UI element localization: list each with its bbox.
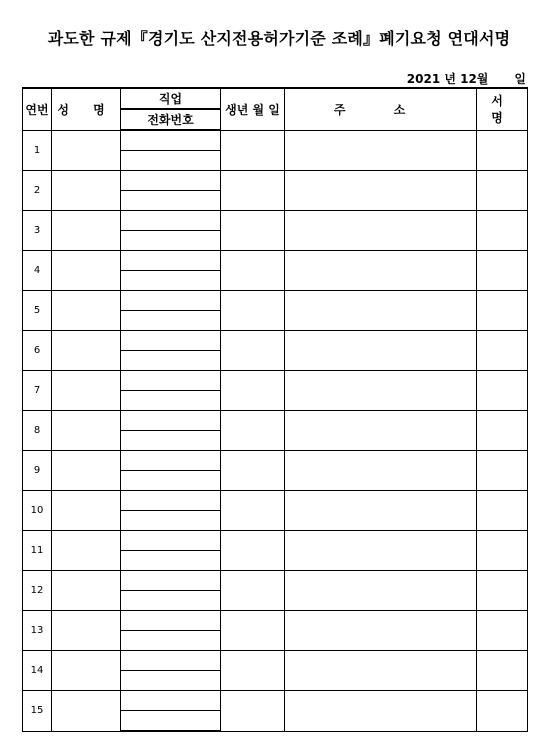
occupation-cell[interactable] — [121, 171, 221, 191]
birth-date-cell[interactable] — [221, 251, 285, 291]
phone-cell[interactable] — [121, 151, 221, 171]
table-row — [23, 251, 528, 271]
phone-cell[interactable] — [121, 711, 221, 732]
row-number: 8 — [23, 411, 52, 451]
row-number: 1 — [23, 130, 52, 171]
name-cell[interactable] — [52, 531, 121, 571]
signature-cell[interactable] — [477, 531, 528, 571]
table-row — [23, 411, 528, 431]
document-title: 과도한 규제『경기도 산지전용허가기준 조례』폐기요청 연대서명 — [47, 29, 511, 48]
occupation-cell[interactable] — [121, 291, 221, 311]
birth-date-cell[interactable] — [221, 171, 285, 211]
occupation-cell[interactable] — [121, 411, 221, 431]
row-number: 2 — [23, 171, 52, 211]
birth-date-cell[interactable] — [221, 611, 285, 651]
birth-date-cell[interactable] — [221, 331, 285, 371]
row-number: 14 — [23, 651, 52, 691]
occupation-cell[interactable] — [121, 571, 221, 591]
table-row — [23, 491, 528, 511]
address-cell[interactable] — [285, 211, 477, 251]
address-cell[interactable] — [285, 451, 477, 491]
name-cell[interactable] — [52, 691, 121, 732]
name-cell[interactable] — [52, 251, 121, 291]
name-cell[interactable] — [52, 171, 121, 211]
signature-cell[interactable] — [477, 211, 528, 251]
occupation-cell[interactable] — [121, 130, 221, 151]
address-cell[interactable] — [285, 331, 477, 371]
header-birth-date: 생년 월 일 — [221, 88, 285, 130]
name-cell[interactable] — [52, 130, 121, 171]
occupation-cell[interactable] — [121, 491, 221, 511]
signature-cell[interactable] — [477, 571, 528, 611]
row-number: 11 — [23, 531, 52, 571]
table-row — [23, 130, 528, 151]
signature-cell[interactable] — [477, 691, 528, 732]
phone-cell[interactable] — [121, 511, 221, 531]
header-name: 성 명 — [52, 88, 121, 130]
signature-cell[interactable] — [477, 491, 528, 531]
phone-cell[interactable] — [121, 231, 221, 251]
table-row — [23, 651, 528, 671]
header-phone: 전화번호 — [121, 109, 221, 130]
address-cell[interactable] — [285, 291, 477, 331]
birth-date-cell[interactable] — [221, 211, 285, 251]
header-signature: 서 명 — [477, 88, 528, 130]
name-cell[interactable] — [52, 211, 121, 251]
row-number: 15 — [23, 691, 52, 732]
row-number: 10 — [23, 491, 52, 531]
row-number: 5 — [23, 291, 52, 331]
signature-cell[interactable] — [477, 291, 528, 331]
address-cell[interactable] — [285, 411, 477, 451]
address-cell[interactable] — [285, 531, 477, 571]
table-row — [23, 451, 528, 471]
occupation-cell[interactable] — [121, 531, 221, 551]
birth-date-cell[interactable] — [221, 371, 285, 411]
birth-date-cell[interactable] — [221, 491, 285, 531]
header-address: 주 소 — [285, 88, 477, 130]
occupation-cell[interactable] — [121, 451, 221, 471]
table-row — [23, 171, 528, 191]
date-year-month: 2021 년 12월 — [406, 72, 489, 86]
phone-cell[interactable] — [121, 271, 221, 291]
birth-date-cell[interactable] — [221, 531, 285, 571]
address-cell[interactable] — [285, 491, 477, 531]
occupation-cell[interactable] — [121, 691, 221, 711]
table-row — [23, 371, 528, 391]
table-row — [23, 691, 528, 711]
signature-cell[interactable] — [477, 130, 528, 171]
phone-cell[interactable] — [121, 391, 221, 411]
signature-cell[interactable] — [477, 451, 528, 491]
birth-date-cell[interactable] — [221, 130, 285, 171]
signature-cell[interactable] — [477, 651, 528, 691]
table-row — [23, 211, 528, 231]
birth-date-cell[interactable] — [221, 651, 285, 691]
phone-cell[interactable] — [121, 471, 221, 491]
occupation-cell[interactable] — [121, 251, 221, 271]
address-cell[interactable] — [285, 571, 477, 611]
address-cell[interactable] — [285, 651, 477, 691]
phone-cell[interactable] — [121, 591, 221, 611]
row-number: 9 — [23, 451, 52, 491]
row-number: 13 — [23, 611, 52, 651]
occupation-cell[interactable] — [121, 611, 221, 631]
phone-cell[interactable] — [121, 671, 221, 691]
signature-cell[interactable] — [477, 371, 528, 411]
row-number: 6 — [23, 331, 52, 371]
name-cell[interactable] — [52, 291, 121, 331]
signature-cell[interactable] — [477, 171, 528, 211]
table-row — [23, 571, 528, 591]
name-cell[interactable] — [52, 611, 121, 651]
address-cell[interactable] — [285, 371, 477, 411]
name-cell[interactable] — [52, 411, 121, 451]
header-number: 연번 — [23, 88, 52, 130]
signature-cell[interactable] — [477, 611, 528, 651]
birth-date-cell[interactable] — [221, 291, 285, 331]
occupation-cell[interactable] — [121, 211, 221, 231]
birth-date-cell[interactable] — [221, 571, 285, 611]
table-row — [23, 611, 528, 631]
phone-cell[interactable] — [121, 551, 221, 571]
signature-cell[interactable] — [477, 411, 528, 451]
table-row — [23, 291, 528, 311]
date-day-unit: 일 — [514, 72, 526, 86]
birth-date-cell[interactable] — [221, 451, 285, 491]
table-row — [23, 531, 528, 551]
row-number: 7 — [23, 371, 52, 411]
address-cell[interactable] — [285, 691, 477, 732]
signature-cell[interactable] — [477, 251, 528, 291]
name-cell[interactable] — [52, 651, 121, 691]
row-number: 3 — [23, 211, 52, 251]
name-cell[interactable] — [52, 491, 121, 531]
birth-date-cell[interactable] — [221, 411, 285, 451]
name-cell[interactable] — [52, 451, 121, 491]
name-cell[interactable] — [52, 371, 121, 411]
address-cell[interactable] — [285, 251, 477, 291]
date-line — [407, 70, 526, 87]
address-cell[interactable] — [285, 171, 477, 211]
phone-cell[interactable] — [121, 431, 221, 451]
signature-table — [22, 87, 528, 732]
phone-cell[interactable] — [121, 311, 221, 331]
phone-cell[interactable] — [121, 191, 221, 211]
row-number: 12 — [23, 571, 52, 611]
name-cell[interactable] — [52, 571, 121, 611]
phone-cell[interactable] — [121, 351, 221, 371]
row-number: 4 — [23, 251, 52, 291]
table-row — [23, 331, 528, 351]
address-cell[interactable] — [285, 611, 477, 651]
header-row-top — [23, 88, 528, 109]
phone-cell[interactable] — [121, 631, 221, 651]
occupation-cell[interactable] — [121, 651, 221, 671]
name-cell[interactable] — [52, 331, 121, 371]
birth-date-cell[interactable] — [221, 691, 285, 732]
occupation-cell[interactable] — [121, 331, 221, 351]
signature-cell[interactable] — [477, 331, 528, 371]
header-occupation: 직업 — [121, 88, 221, 109]
occupation-cell[interactable] — [121, 371, 221, 391]
address-cell[interactable] — [285, 130, 477, 171]
